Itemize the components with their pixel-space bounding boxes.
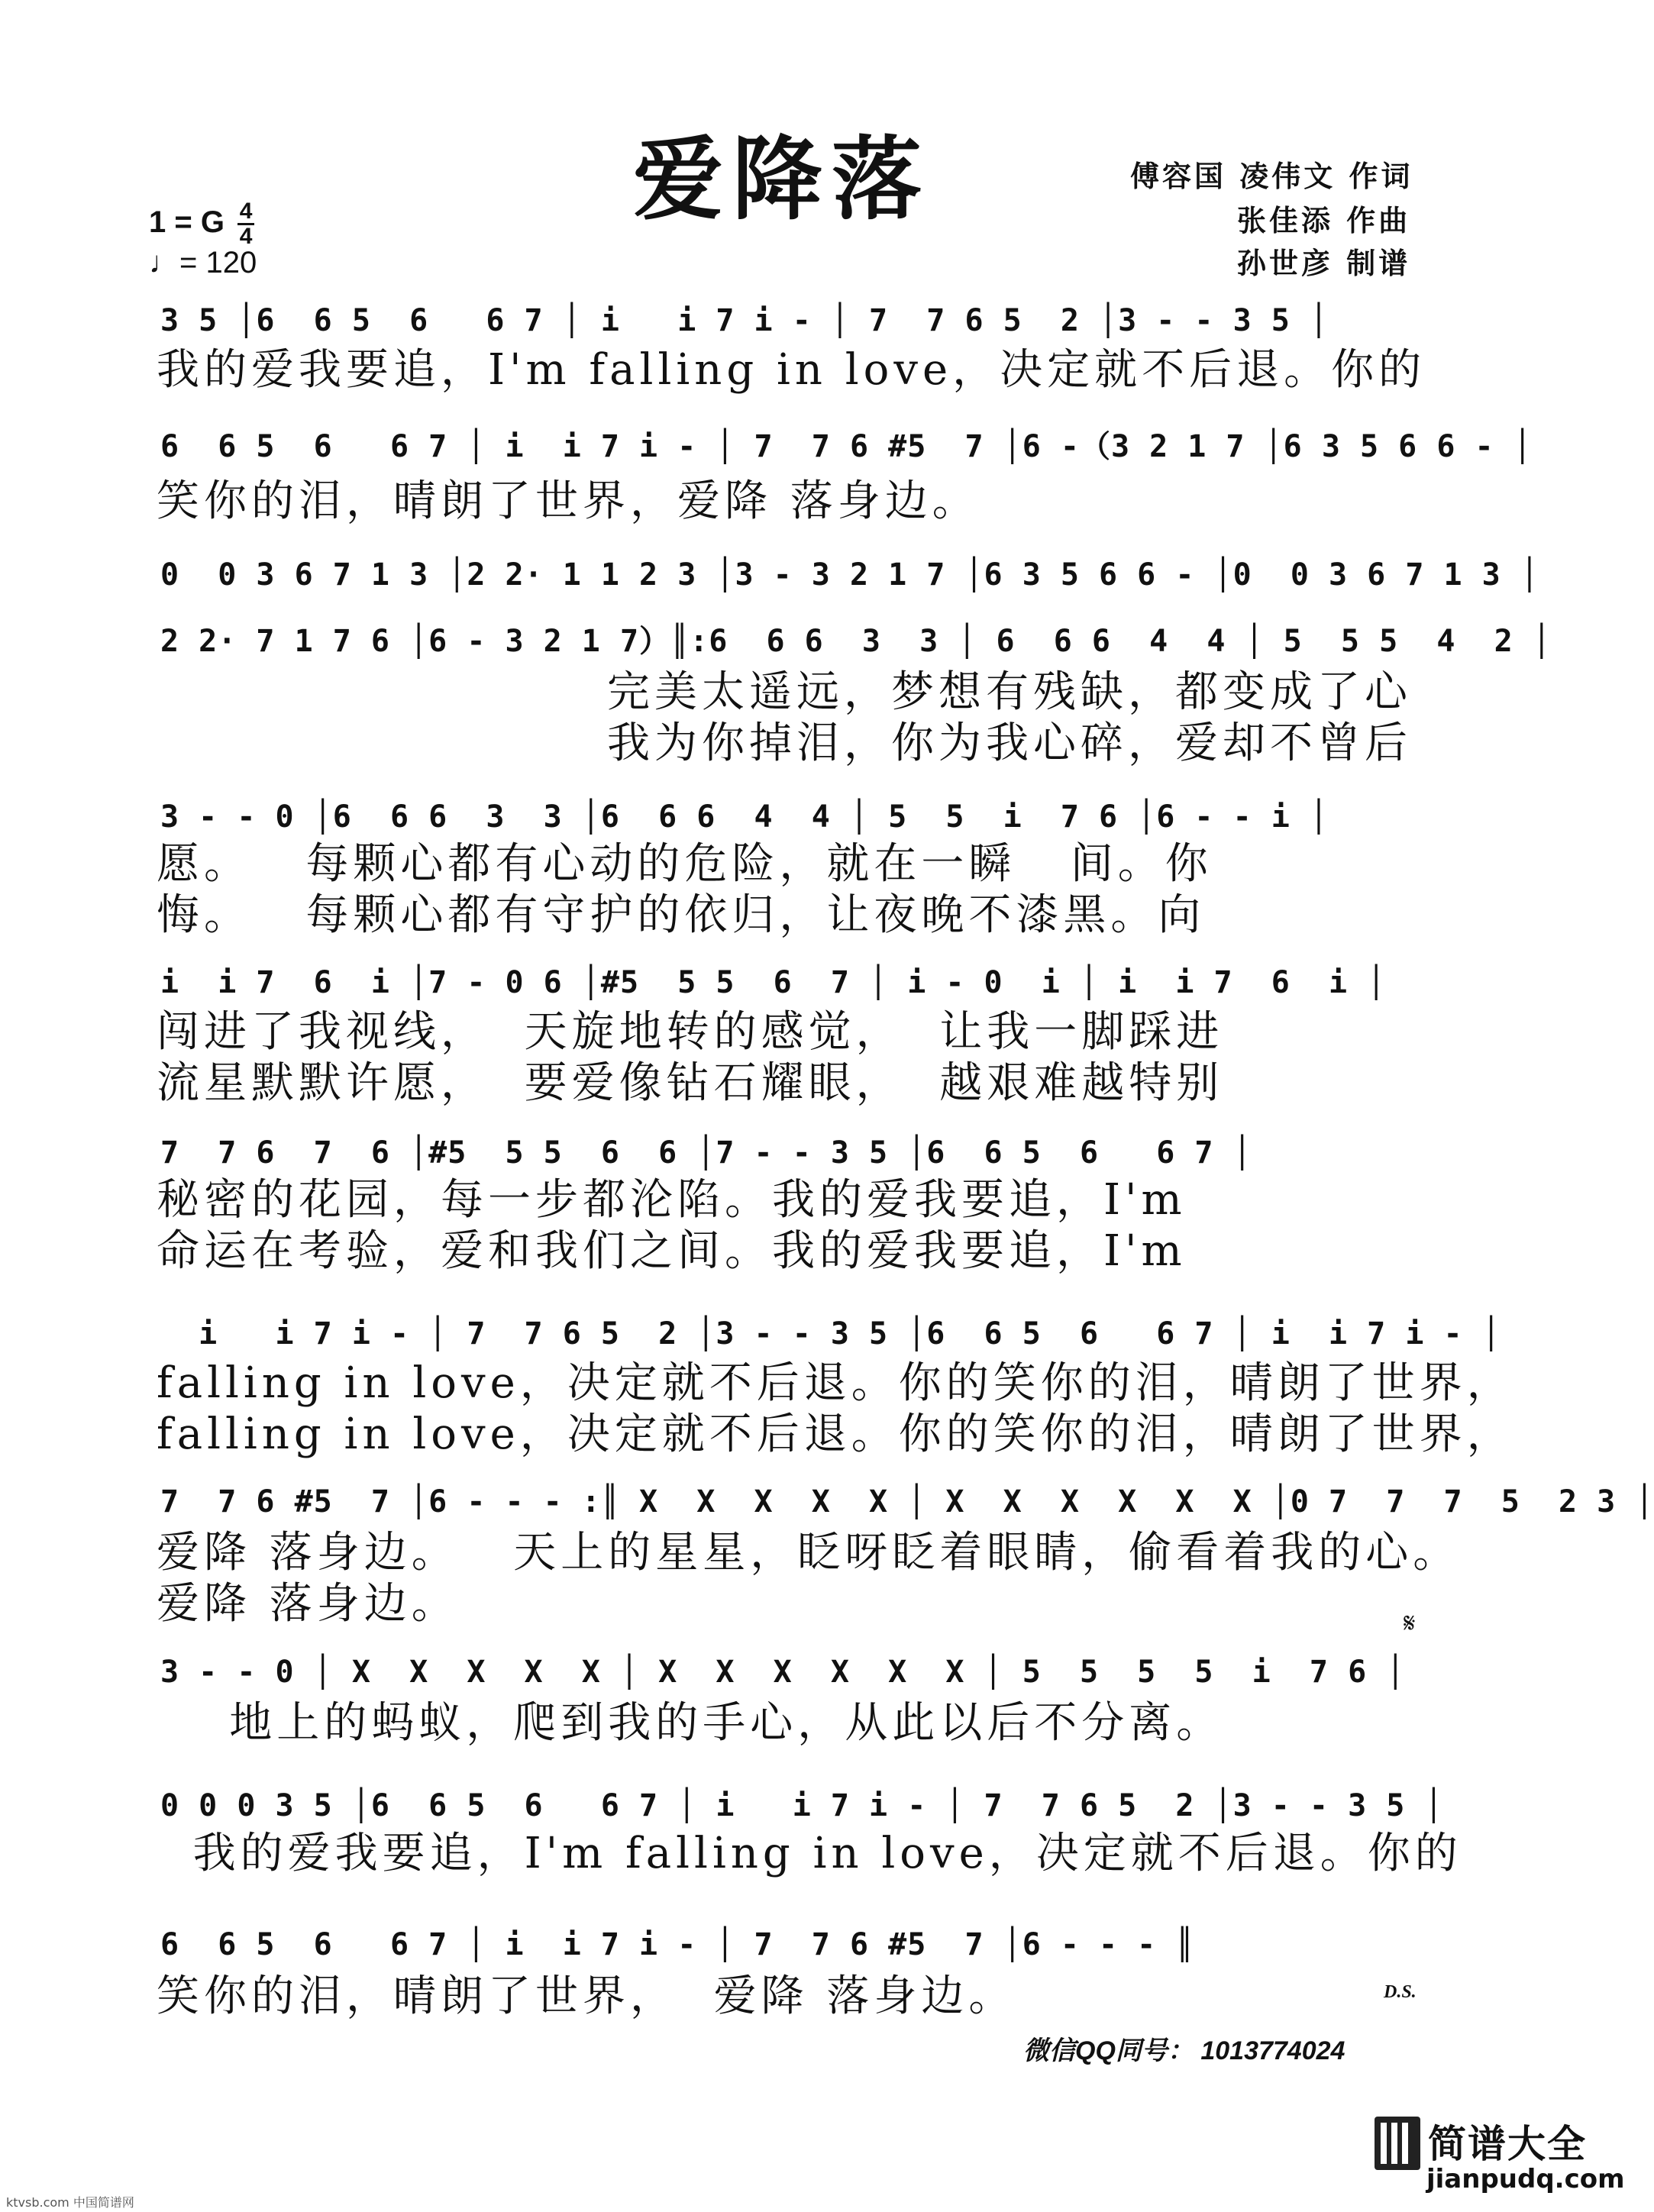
ds-marking: D.S.	[1384, 1982, 1417, 2002]
logo-url-text: jianpudq.com	[1426, 2164, 1625, 2194]
system-5-lyrics-verse-2: 悔。 每颗心都有守护的依归，让夜晚不漆黑。向	[157, 890, 1206, 940]
system-10-notes: 3 - - 0 │ X X X X X │ X X X X X X │ 5 5 5 5 i 7 6 │	[160, 1655, 1406, 1690]
system-7-lyrics-verse-1: 秘密的花园，每一步都沦陷。我的爱我要追，I'm	[157, 1175, 1187, 1225]
system-6-lyrics-verse-1: 闯进了我视线， 天旋地转的感觉， 让我一脚踩进	[157, 1007, 1224, 1057]
system-10-lyrics-verse-1: 地上的蚂蚁，爬到我的手心，从此以后不分离。	[157, 1698, 1224, 1748]
segno-mark: 𝄋	[1404, 1608, 1416, 1639]
system-4-notes: 2 2· 7 1 7 6 │6 - 3 2 1 7）║:6 6 6 3 3 │ 6 6 6 4 4 │ 5 5 5 4 2 │	[160, 624, 1552, 659]
logo-main-text: 简谱大全	[1428, 2122, 1587, 2166]
contact-info: 微信QQ同号： 1013774024	[1023, 2036, 1345, 2065]
system-8-lyrics-verse-2: falling in love，决定就不后退。你的笑你的泪，晴朗了世界，	[157, 1410, 1514, 1459]
system-5-notes: 3 - - 0 │6 6 6 3 3 │6 6 6 4 4 │ 5 5 i 7 6 │6 - - i │	[160, 799, 1329, 835]
tempo-marking: ♩= 120	[149, 246, 257, 279]
time-signature	[237, 200, 254, 248]
system-9-notes: 7 7 6 #5 7 │6 - - - :║ X X X X X │ X X X X X X │0 7 7 7 5 2 3 │	[160, 1484, 1654, 1519]
system-2-lyrics-verse-1: 笑你的泪，晴朗了世界，爱降 落身边。	[157, 476, 980, 526]
time-signature-top: 4	[239, 199, 253, 224]
system-9-lyrics-verse-2: 爱降 落身边。	[157, 1579, 459, 1629]
time-signature-bottom: 4	[239, 224, 253, 249]
key-signature	[149, 200, 254, 248]
logo-icon	[1375, 2117, 1420, 2170]
composer-credit: 张佳添 作曲	[1237, 204, 1411, 237]
arranger-credit: 孙世彦 制谱	[1237, 247, 1411, 280]
key-label: 1 = G	[149, 205, 225, 240]
system-6-notes: i i 7 6 i │7 - 0 6 │#5 5 5 6 7 │ i - 0 i │ i i 7 6 i │	[160, 965, 1387, 1000]
system-6-lyrics-verse-2: 流星默默许愿， 要爱像钻石耀眼， 越艰难越特别	[157, 1058, 1224, 1108]
system-8-lyrics-verse-1: falling in love，决定就不后退。你的笑你的泪，晴朗了世界，	[157, 1358, 1514, 1408]
watermark-text: ktvsb.com 中国简谱网	[6, 2195, 134, 2210]
system-11-lyrics-verse-1: 我的爱我要追，I'm falling in love，决定就不后退。你的	[157, 1829, 1462, 1878]
system-3-notes: 0 0 3 6 7 1 3 │2 2· 1 1 2 3 │3 - 3 2 1 7 │6 3 5 6 6 - │0 0 3 6 7 1 3 │	[160, 557, 1539, 593]
system-12-lyrics-verse-1: 笑你的泪，晴朗了世界， 爱降 落身边。	[157, 1971, 1016, 2021]
system-7-lyrics-verse-2: 命运在考验，爱和我们之间。我的爱我要追，I'm	[157, 1226, 1187, 1276]
lyricist-credit: 傅容国 凌伟文 作词	[1130, 160, 1413, 193]
system-4-lyrics-verse-1: 完美太遥远，梦想有残缺，都变成了心	[607, 667, 1412, 717]
system-4-lyrics-verse-2: 我为你掉泪，你为我心碎，爱却不曾后	[607, 718, 1412, 768]
system-2-notes: 6 6 5 6 6 7 │ i i 7 i - │ 7 7 6 #5 7 │6 -（3 2 1 7 │6 3 5 6 6 - │	[160, 429, 1533, 464]
system-1-notes: 3 5 │6 6 5 6 6 7 │ i i 7 i - │ 7 7 6 5 2 │3 - - 3 5 │	[160, 303, 1329, 338]
system-12-notes: 6 6 5 6 6 7 │ i i 7 i - │ 7 7 6 #5 7 │6 - - - ║	[160, 1927, 1195, 1962]
system-1-lyrics-verse-1: 我的爱我要追，I'm falling in love，决定就不后退。你的	[157, 345, 1426, 395]
system-9-lyrics-verse-1: 爱降 落身边。 天上的星星，眨呀眨着眼睛，偷看着我的心。	[157, 1528, 1461, 1577]
system-5-lyrics-verse-1: 愿。 每颗心都有心动的危险，就在一瞬 间。你	[157, 839, 1213, 889]
system-7-notes: 7 7 6 7 6 │#5 5 5 6 6 │7 - - 3 5 │6 6 5 6 6 7 │	[160, 1135, 1252, 1171]
system-11-notes: 0 0 0 3 5 │6 6 5 6 6 7 │ i i 7 i - │ 7 7 6 5 2 │3 - - 3 5 │	[160, 1788, 1444, 1823]
song-title: 爱降落	[632, 126, 931, 232]
system-8-notes: i i 7 i - │ 7 7 6 5 2 │3 - - 3 5 │6 6 5 6 6 7 │ i i 7 i - │	[160, 1316, 1501, 1351]
